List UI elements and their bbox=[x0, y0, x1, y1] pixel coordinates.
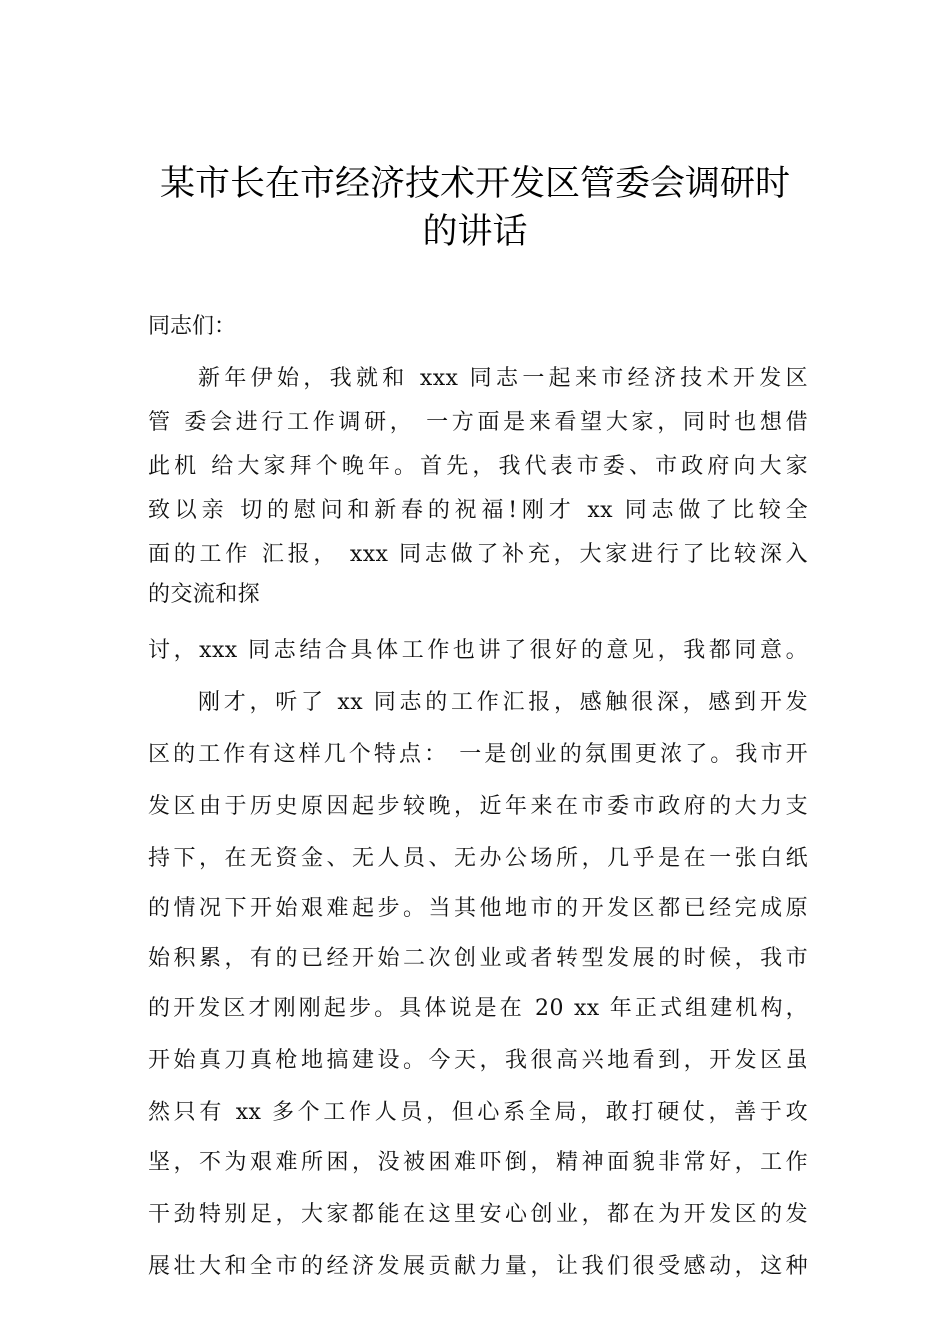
body-line-6: 的交流和探 bbox=[148, 582, 261, 607]
title-line-2: 的讲话 bbox=[422, 212, 528, 252]
document-title bbox=[100, 160, 850, 256]
body-line-13: 始积累，有的已经开始二次创业或者转型发展的时候，我市 bbox=[148, 946, 808, 971]
body-line-10: 发区由于历史原因起步较晚，近年来在市委市政府的大力支 bbox=[148, 794, 808, 819]
body-line-4: 致以亲 切的慰问和新春的祝福!刚才 xx 同志做了比较全 bbox=[148, 498, 808, 523]
body-line-1: 新年伊始，我就和 xxx 同志一起来市经济技术开发区 bbox=[198, 366, 808, 391]
body-line-2: 管 委会进行工作调研， 一方面是来看望大家，同时也想借 bbox=[148, 410, 808, 435]
title-line-1: 某市长在市经济技术开发区管委会调研时 bbox=[159, 164, 790, 204]
body-line-15: 开始真刀真枪地搞建设。今天，我很高兴地看到，开发区虽 bbox=[148, 1048, 808, 1073]
body-line-3: 此机 给大家拜个晚年。首先，我代表市委、市政府向大家 bbox=[148, 454, 808, 479]
body-line-9: 区的工作有这样几个特点： 一是创业的氛围更浓了。我市开 bbox=[148, 742, 808, 767]
body-line-14: 的开发区才刚刚起步。具体说是在 20 xx 年正式组建机构， bbox=[148, 996, 808, 1021]
body-line-17: 坚，不为艰难所困，没被困难吓倒，精神面貌非常好，工作 bbox=[148, 1150, 808, 1175]
salutation: 同志们： bbox=[148, 314, 237, 339]
body-line-18: 干劲特别足，大家都能在这里安心创业，都在为开发区的发 bbox=[148, 1202, 808, 1227]
body-line-8: 刚才，听了 xx 同志的工作汇报，感触很深，感到开发 bbox=[198, 690, 808, 715]
body-line-7: 讨，xxx 同志结合具体工作也讲了很好的意见，我都同意。 bbox=[148, 638, 808, 663]
body-line-19: 展壮大和全市的经济发展贡献力量，让我们很受感动，这种 bbox=[148, 1254, 808, 1279]
body-line-11: 持下，在无资金、无人员、无办公场所，几乎是在一张白纸 bbox=[148, 846, 808, 871]
body-line-12: 的情况下开始艰难起步。当其他地市的开发区都已经完成原 bbox=[148, 896, 808, 921]
body-line-5: 面的工作 汇报， xxx 同志做了补充，大家进行了比较深入 bbox=[148, 542, 808, 567]
body-line-16: 然只有 xx 多个工作人员，但心系全局，敢打硬仗，善于攻 bbox=[148, 1100, 808, 1125]
